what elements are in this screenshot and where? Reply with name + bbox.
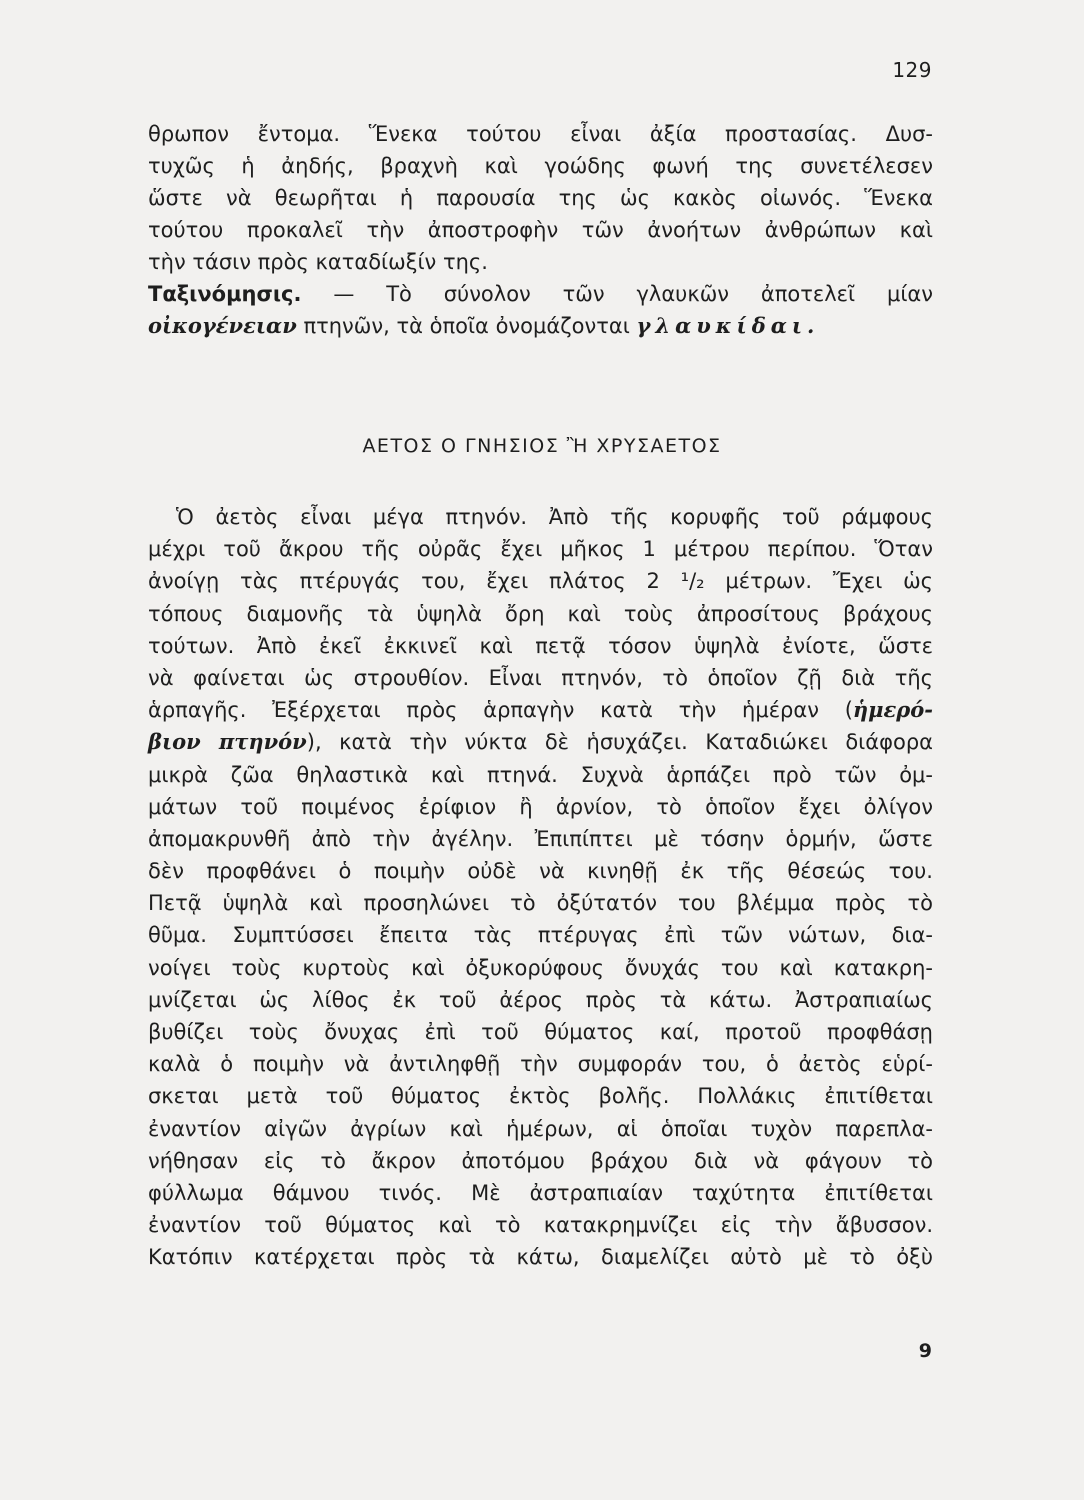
text-line (148, 726, 933, 758)
text-line: δὲν προφθάνει ὁ ποιμὴν οὐδὲ νὰ κινηθῇ ἐκ τῆς θέσεώς του. (148, 859, 933, 884)
text-line: Πετᾷ ὑψηλὰ καὶ προσηλώνει τὸ ὀξύτατόν του βλέμμα πρὸς τὸ (148, 891, 933, 916)
classification-text: — Τὸ σύνολον τῶν γλαυκῶν ἀποτελεῖ μίαν (301, 282, 933, 306)
text-line: καλὰ ὁ ποιμὴν νὰ ἀντιληφθῇ τὴν συμφοράν του, ὁ ἀετὸς εὑρί- (148, 1052, 933, 1077)
text-line: σκεται μετὰ τοῦ θύματος ἐκτὸς βολῆς. Πολλάκις ἐπιτίθεται (148, 1084, 933, 1109)
text-line: μέχρι τοῦ ἄκρου τῆς οὐρᾶς ἔχει μῆκος 1 μέτρου περίπου. Ὅταν (148, 537, 933, 562)
text-line: μνίζεται ὡς λίθος ἐκ τοῦ ἀέρος πρὸς τὰ κάτω. Ἀστραπιαίως (148, 987, 933, 1012)
text-line: νοίγει τοὺς κυρτοὺς καὶ ὀξυκορύφους ὄνυχάς του καὶ κατακρη- (148, 955, 933, 980)
classification-text-2: πτηνῶν, τὰ ὁποῖα ὀνομάζονται (296, 314, 637, 338)
text-line: ἀπομακρυνθῆ ἀπὸ τὴν ἀγέλην. Ἐπιπίπτει μὲ τόσην ὁρμήν, ὥστε (148, 826, 933, 851)
text-line: ἀνοίγῃ τὰς πτέρυγάς του, ἔχει πλάτος 2 ¹/₂ μέτρων. Ἔχει ὡς (148, 569, 933, 594)
italic-term: βιον πτηνόν (148, 729, 307, 755)
text-line: ἐναντίον τοῦ θύματος καὶ τὸ κατακρημνίζει εἰς τὴν ἄβυσσον. (148, 1213, 933, 1238)
text-line: τούτων. Ἀπὸ ἐκεῖ ἐκκινεῖ καὶ πετᾷ τόσον ὑψηλὰ ἐνίοτε, ὥστε (148, 633, 933, 658)
text-line: θρωπον ἔντομα. Ἕνεκα τούτου εἶναι ἀξία προστασίας. Δυσ- (148, 122, 933, 146)
signature-mark: 9 (918, 1340, 932, 1362)
text-line: μάτων τοῦ ποιμένος ἐρίφιον ἢ ἀρνίον, τὸ ὁποῖον ἔχει ὀλίγον (148, 794, 933, 819)
text-line (148, 694, 933, 726)
text-line: τὴν τάσιν πρὸς καταδίωξίν της. (148, 250, 488, 274)
text-line: βυθίζει τοὺς ὄνυχας ἐπὶ τοῦ θύματος καί, προτοῦ προφθάσῃ (148, 1020, 933, 1044)
eagle-text-block (148, 501, 933, 1274)
text-line: τυχῶς ἡ ἀηδής, βραχνὴ καὶ γοώδης φωνή της συνετέλεσεν (148, 154, 933, 178)
family-name: γλαυκίδαι. (636, 313, 820, 338)
text-line: ἐναντίον αἰγῶν ἀγρίων καὶ ἡμέρων, αἱ ὁποῖαι τυχὸν παρεπλα- (148, 1116, 933, 1141)
text-line: Ὁ ἀετὸς εἶναι μέγα πτηνόν. Ἀπὸ τῆς κορυφῆς τοῦ ράμφους (176, 505, 933, 529)
text-line: Κατόπιν κατέρχεται πρὸς τὰ κάτω, διαμελίζει αὐτὸ μὲ τὸ ὀξὺ (148, 1245, 933, 1270)
text-line: θῦμα. Συμπτύσσει ἔπειτα τὰς πτέρυγας ἐπὶ τῶν νώτων, δια- (148, 923, 933, 948)
text-line: τούτου προκαλεῖ τὴν ἀποστροφὴν τῶν ἀνοήτων ἀνθρώπων καὶ (148, 218, 933, 242)
classification-line-1 (148, 278, 933, 310)
text-span: ), κατὰ τὴν νύκτα δὲ ἡσυχάζει. Καταδιώκει διάφορα (306, 730, 933, 755)
text-line: νήθησαν εἰς τὸ ἄκρον ἀποτόμου βράχου διὰ νὰ φάγουν τὸ (148, 1148, 933, 1173)
text-line: νὰ φαίνεται ὡς στρουθίον. Εἶναι πτηνόν, τὸ ὁποῖον ζῇ διὰ τῆς (148, 665, 933, 690)
section-heading: ΑΕΤΟΣ Ο ΓΝΗΣΙΟΣ Ἢ ΧΡΥΣΑΕΤΟΣ (362, 435, 722, 457)
text-line: τόπους διαμονῆς τὰ ὑψηλὰ ὄρη καὶ τοὺς ἀπροσίτους βράχους (148, 601, 933, 626)
intro-text-block (148, 118, 933, 342)
text-line: μικρὰ ζῶα θηλαστικὰ καὶ πτηνά. Συχνὰ ἁρπάζει πρὸ τῶν ὀμ- (148, 762, 933, 787)
classification-term: Ταξινόμησις. (148, 282, 302, 306)
classification-line-2 (148, 310, 933, 342)
page-number: 129 (892, 58, 932, 82)
text-line: ὥστε νὰ θεωρῆται ἡ παρουσία της ὡς κακὸς οἰωνός. Ἕνεκα (148, 186, 933, 210)
text-line: φύλλωμα θάμνου τινός. Μὲ ἀστραπιαίαν ταχύτητα ἐπιτίθεται (148, 1180, 933, 1205)
italic-term: ἡμερό- (852, 697, 933, 723)
text-span: ἁρπαγῆς. Ἐξέρχεται πρὸς ἁρπαγὴν κατὰ τὴν ἡμέραν ( (148, 698, 853, 723)
family-word: οἰκογένειαν (148, 313, 297, 338)
